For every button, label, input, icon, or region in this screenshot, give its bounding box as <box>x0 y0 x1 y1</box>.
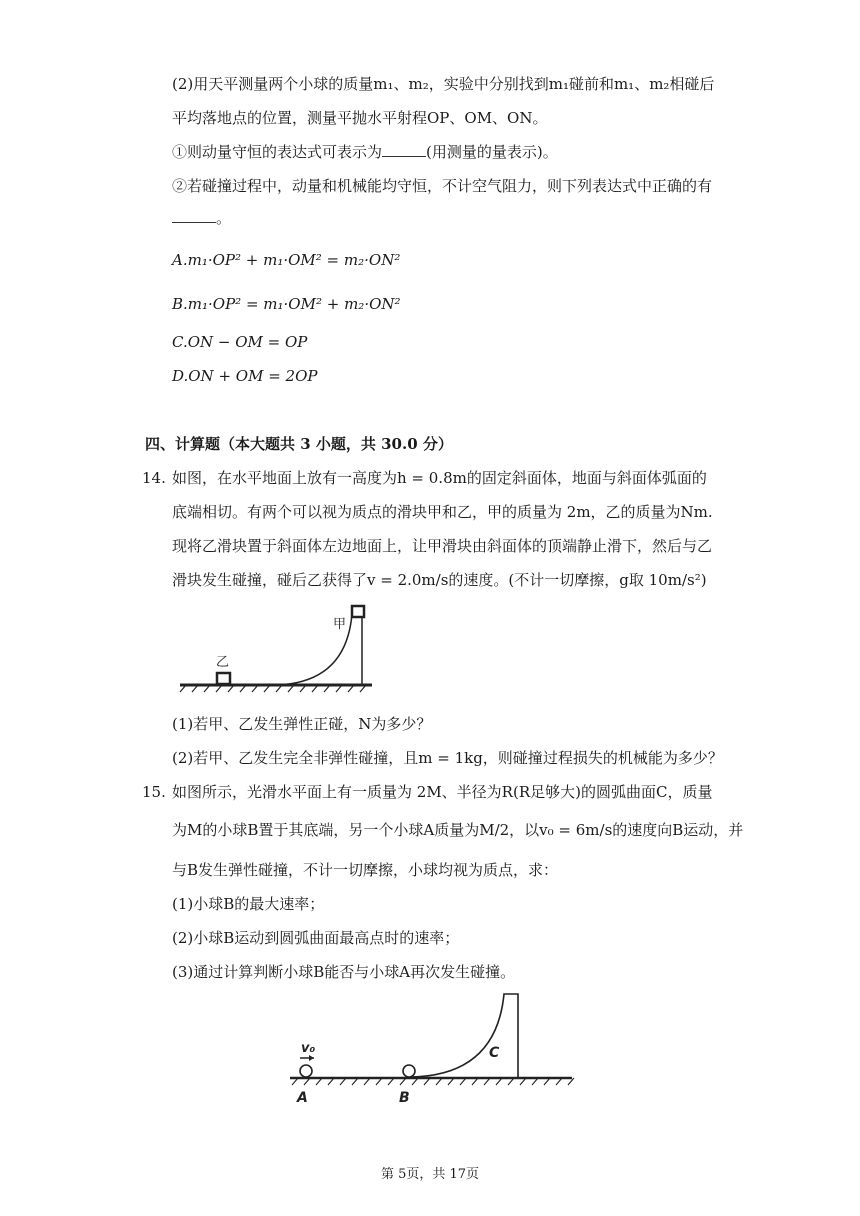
label-a: A <box>297 1090 308 1106</box>
q15-line2: 为M的小球B置于其底端，另一个小球A质量为M/2，以v₀ = 6m/s的速度向B运动，并 <box>172 821 744 839</box>
q15-part1: (1)小球B的最大速率； <box>172 895 325 913</box>
q14-part2: (2)若甲、乙发生完全非弹性碰撞，且m = 1kg，则碰撞过程损失的机械能为多少？ <box>172 749 723 767</box>
ball-a <box>300 1065 312 1077</box>
q15-part3: (3)通过计算判断小球B能否与小球A再次发生碰撞。 <box>172 963 516 981</box>
answer-blank[interactable] <box>172 208 216 223</box>
q13-option-b: B.m₁·OP² = m₁·OM² + m₂·ON² <box>172 295 401 313</box>
q14-number: 14. <box>142 469 166 487</box>
q13-option-c: C.ON − OM = OP <box>172 333 308 351</box>
q15-part2: (2)小球B运动到圆弧曲面最高点时的速率； <box>172 929 460 947</box>
block-jia <box>352 606 364 617</box>
q13-option-d: D.ON + OM = 2OP <box>172 367 318 385</box>
q14-line3: 现将乙滑块置于斜面体左边地面上，让甲滑块由斜面体的顶端静止滑下，然后与乙 <box>172 537 713 555</box>
q15-number: 15. <box>142 783 166 801</box>
q13-sub1 <box>172 142 558 162</box>
q13-part2-line1: (2)用天平测量两个小球的质量m₁、m₂，实验中分别找到m₁碰前和m₁、m₂相碰后 <box>172 75 715 93</box>
label-jia: 甲 <box>333 617 347 632</box>
q13-sub2-end <box>172 208 231 228</box>
page-footer: 第 5页，共 17页 <box>380 1167 480 1182</box>
label-c: C <box>489 1045 500 1061</box>
q15-line3: 与B发生弹性碰撞，不计一切摩擦，小球均视为质点，求： <box>172 861 559 879</box>
label-v0: v₀ <box>301 1041 316 1056</box>
answer-blank[interactable] <box>382 142 426 157</box>
q14-figure <box>176 598 376 694</box>
q13-sub1-post: (用测量的量表示)。 <box>426 143 558 161</box>
q14-line2: 底端相切。有两个可以视为质点的滑块甲和乙，甲的质量为 2m，乙的质量为Nm. <box>172 503 713 521</box>
curved-slope <box>276 614 362 685</box>
section-heading: 四、计算题（本大题共 3 小题，共 30.0 分） <box>145 435 453 453</box>
label-yi: 乙 <box>216 655 230 670</box>
q14-part1: (1)若甲、乙发生弹性正碰，N为多少？ <box>172 715 432 733</box>
q13-sub2: ②若碰撞过程中，动量和机械能均守恒，不计空气阻力，则下列表达式中正确的有 <box>172 177 713 195</box>
q14-line1: 如图，在水平地面上放有一高度为h = 0.8m的固定斜面体，地面与斜面体弧面的 <box>172 469 707 487</box>
q14-line4: 滑块发生碰撞，碰后乙获得了v = 2.0m/s的速度。(不计一切摩擦，g取 10m/s²) <box>172 571 707 589</box>
q13-sub1-pre: ①则动量守恒的表达式可表示为 <box>172 143 383 161</box>
q13-part2-line2: 平均落地点的位置，测量平抛水平射程OP、OM、ON。 <box>172 109 548 127</box>
q13-option-a: A.m₁·OP² + m₁·OM² = m₂·ON² <box>172 251 401 269</box>
ball-b <box>403 1065 415 1077</box>
arc-surface-c <box>410 994 518 1077</box>
q15-line1: 如图所示，光滑水平面上有一质量为 2M、半径为R(R足够大)的圆弧曲面C，质量 <box>172 783 713 801</box>
q13-sub2-end-mark: 。 <box>216 209 232 227</box>
label-b: B <box>399 1090 410 1106</box>
q15-figure <box>286 990 576 1110</box>
block-yi <box>217 673 230 684</box>
